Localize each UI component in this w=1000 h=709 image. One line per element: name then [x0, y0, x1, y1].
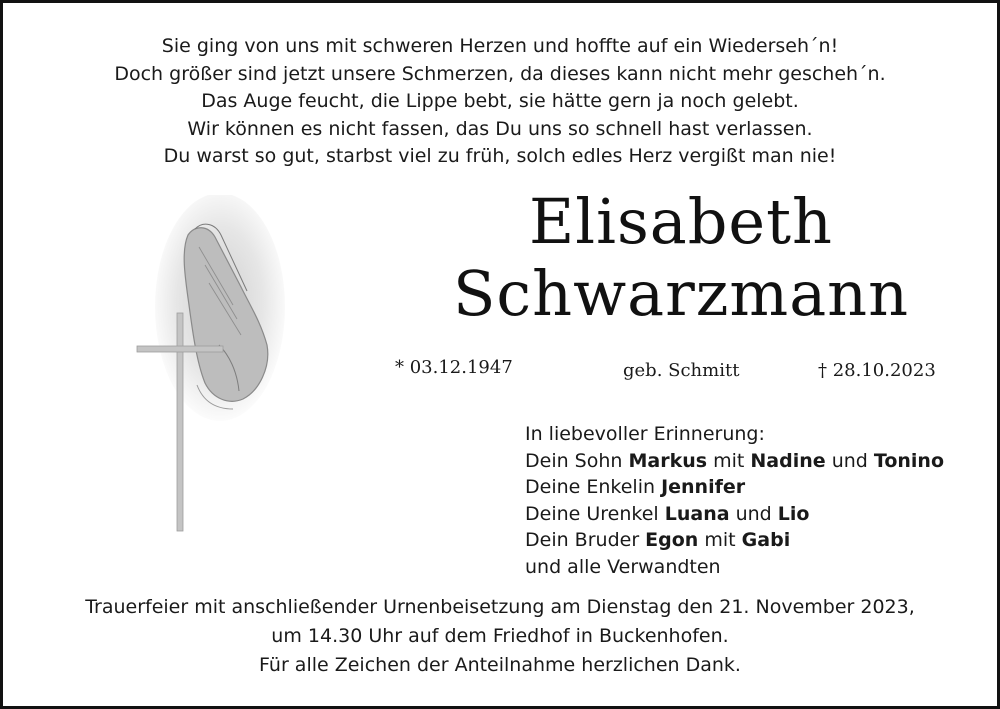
conjunction: und: [825, 449, 874, 472]
thanks-line: Für alle Zeichen der Anteilnahme herzlichen Dank.: [259, 654, 741, 676]
deceased-last-name: Schwarzmann: [452, 257, 910, 330]
relation-label: Dein Sohn: [525, 449, 629, 472]
funeral-details: [3, 593, 997, 680]
mourner-name: Luana: [664, 502, 730, 525]
memorial-poem: [3, 33, 997, 171]
mourners-intro: In liebevoller Erinnerung:: [525, 423, 765, 445]
poem-line: Das Auge feucht, die Lippe bebt, sie hätte gern ja noch gelebt.: [201, 90, 799, 112]
praying-hands-with-cross-icon: [133, 195, 293, 535]
deceased-first-name: Elisabeth: [529, 185, 833, 258]
conjunction: mit: [698, 529, 742, 551]
mourner-line: [525, 527, 944, 554]
mourner-line: [525, 474, 944, 501]
conjunction: mit: [707, 449, 751, 472]
relation-label: Dein Bruder: [525, 529, 646, 551]
poem-line: Doch größer sind jetzt unsere Schmerzen, da dieses kann nicht mehr gescheh´n.: [114, 62, 886, 85]
relation-label: Deine Urenkel: [525, 502, 665, 525]
funeral-line: um 14.30 Uhr auf dem Friedhof in Buckenhofen.: [271, 625, 729, 647]
mourner-name: Nadine: [750, 449, 826, 472]
mourner-name: Lio: [777, 502, 810, 525]
conjunction: und: [729, 502, 778, 525]
mourner-name: Markus: [628, 449, 708, 472]
poem-line: Wir können es nicht fassen, das Du uns so schnell hast verlassen.: [187, 117, 813, 140]
mourner-name: Jennifer: [661, 476, 746, 498]
mourners-closing: und alle Verwandten: [525, 555, 721, 578]
poem-line: Du warst so gut, starbst viel zu früh, solch edles Herz vergißt man nie!: [163, 145, 837, 167]
mourner-line: [525, 448, 944, 475]
mourners-list: [525, 421, 944, 580]
birth-date: * 03.12.1947: [395, 357, 513, 378]
mourner-line: [525, 501, 944, 528]
funeral-line: Trauerfeier mit anschließender Urnenbeisetzung am Dienstag den 21. November 2023,: [85, 596, 915, 618]
relation-label: Deine Enkelin: [525, 476, 662, 498]
poem-line: Sie ging von uns mit schweren Herzen und hoffte auf ein Wiederseh´n!: [161, 35, 839, 57]
mourner-name: Gabi: [741, 529, 791, 551]
death-date: † 28.10.2023: [818, 360, 936, 381]
mourner-name: Tonino: [873, 449, 944, 472]
mourner-name: Egon: [645, 529, 699, 551]
maiden-name: geb. Schmitt: [623, 360, 740, 381]
